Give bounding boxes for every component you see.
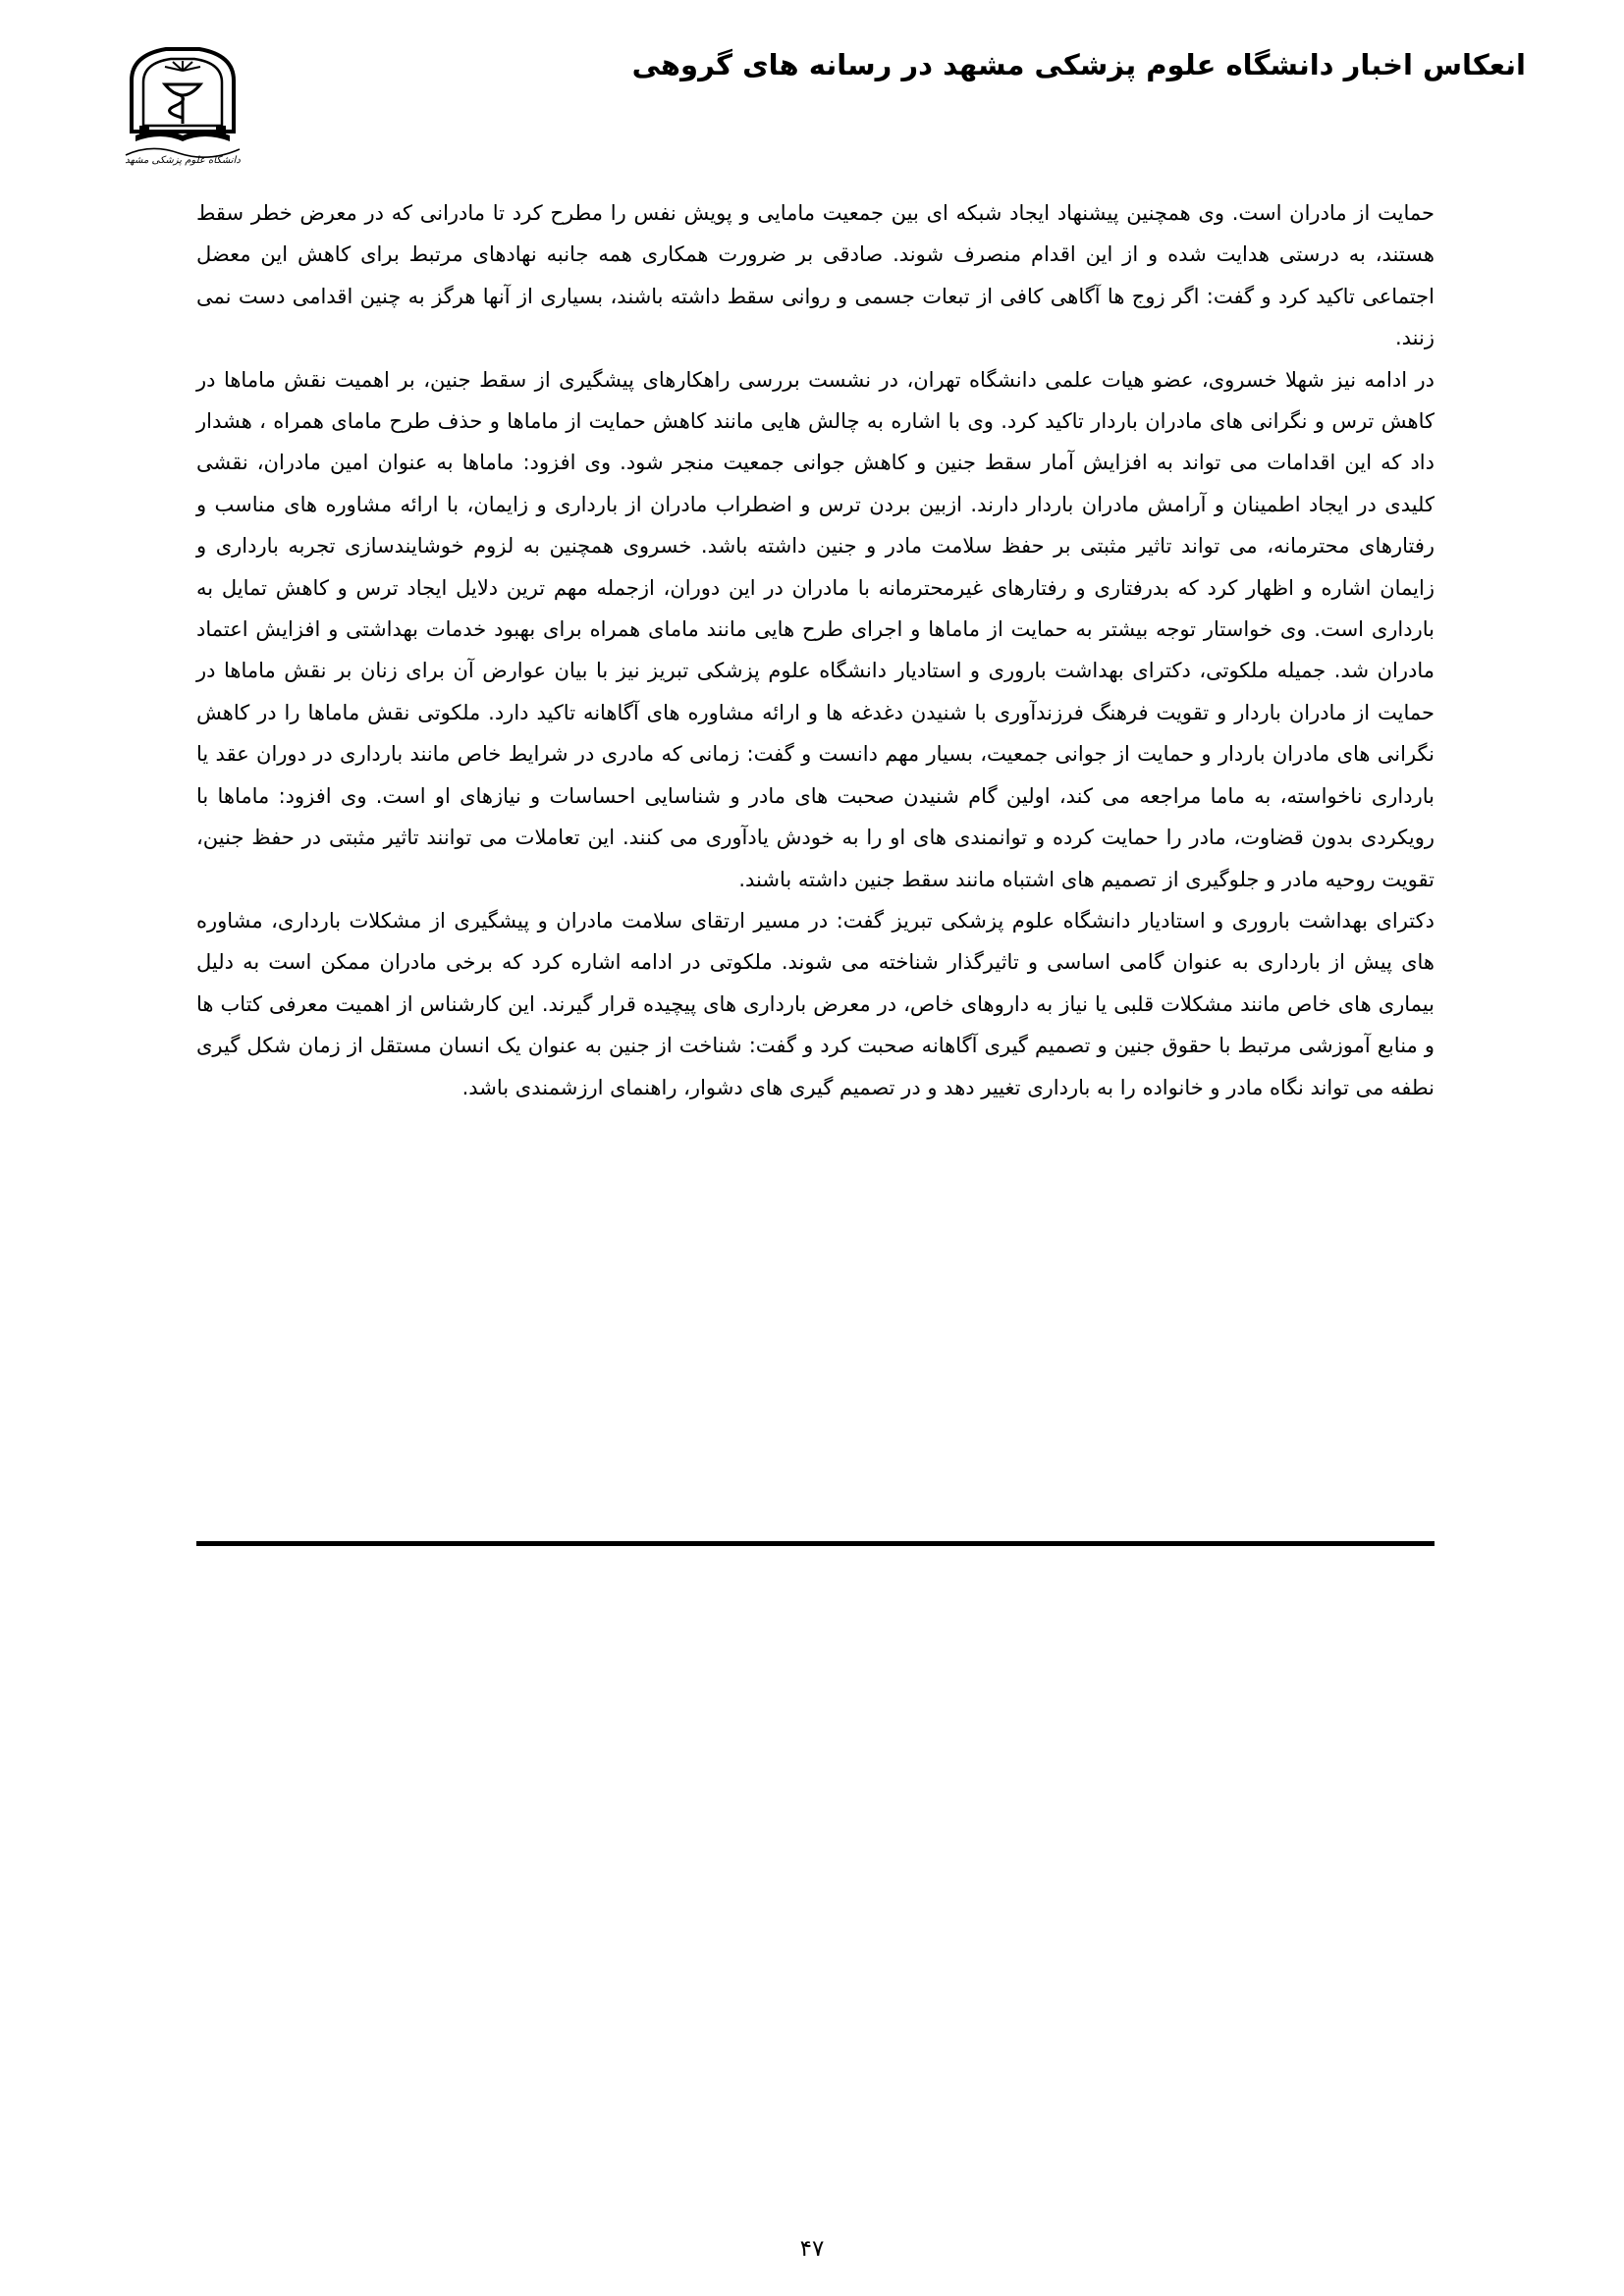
university-logo-icon: [122, 41, 244, 169]
logo-caption: دانشگاه علوم پزشکی مشهد: [125, 155, 241, 166]
paragraph-3: دکترای بهداشت باروری و استادیار دانشگاه علوم پزشکی تبریز گفت: در مسیر ارتقای سلامت مادران و پیشگیری از مشکلات بارداری، مشاوره های پیش از بارداری به عنوان گامی اساسی و تاثیرگذار شناخته می شوند. ملکوتی در ادامه اشاره کرد که برخی مادران ممکن است به دلیل بیماری های خاص مانند مشکلات قلبی یا نیاز به داروهای خاص، در معرض بارداری های پیچیده قرار گیرند. این کارشناس از اهمیت معرفی کتاب ها و منابع آموزشی مرتبط با حقوق جنین و تصمیم گیری آگاهانه صحبت کرد و گفت: شناخت از جنین به عنوان یک انسان مستقل از زمان شکل گیری نطفه می تواند نگاه مادر و خانواده را به بارداری تغییر دهد و در تصمیم گیری های دشوار، راهنمای ارزشمندی باشد.: [196, 908, 1435, 1099]
university-logo: [122, 41, 244, 169]
paragraph-2: در ادامه نیز شهلا خسروی، عضو هیات علمی دانشگاه تهران، در نشست بررسی راهکارهای پیشگیری از سقط جنین، بر اهمیت نقش ماماها در کاهش ترس و نگرانی های مادران باردار تاکید کرد. وی با اشاره به چالش هایی مانند کاهش حمایت از ماماها و حذف طرح مامای همراه ، هشدار داد که این اقدامات می تواند به افزایش آمار سقط جنین و کاهش جوانی جمعیت منجر شود. وی افزود: ماماها به عنوان امین مادران، نقشی کلیدی در ایجاد اطمینان و آرامش مادران باردار دارند. ازبین بردن ترس و اضطراب مادران از بارداری و زایمان، با ارائه مشاوره های مناسب و رفتارهای محترمانه، می تواند تاثیر مثبتی بر حفظ سلامت مادر و جنین داشته باشد. خسروی همچنین به لزوم خوشایندسازی تجربه بارداری و زایمان اشاره و اظهار کرد که بدرفتاری و رفتارهای غیرمحترمانه با مادران در این دوران، ازجمله مهم ترین دلایل ایجاد ترس و کاهش تمایل به بارداری است. وی خواستار توجه بیشتر به حمایت از ماماها و اجرای طرح هایی مانند مامای همراه برای بهبود خدمات بهداشتی و افزایش اعتماد مادران شد. جمیله ملکوتی، دکترای بهداشت باروری و استادیار دانشگاه علوم پزشکی تبریز نیز با بیان عوارض آن برای زنان بر نقش ماماها در حمایت از مادران باردار و تقویت فرهنگ فرزندآوری با شنیدن دغدغه ها و ارائه مشاوره های آگاهانه تاکید دارد. ملکوتی نقش ماماها را در کاهش نگرانی های مادران باردار و حمایت از جوانی جمعیت، بسیار مهم دانست و گفت: زمانی که مادری در شرایط خاص مانند بارداری در دوران عقد یا بارداری ناخواسته، به ماما مراجعه می کند، اولین گام شنیدن صحبت های مادر و شناسایی احساسات و نیازهای او است. وی افزود: ماماها با رویکردی بدون قضاوت، مادر را حمایت کرده و توانمندی های او را به خودش یادآوری می کنند. این تعاملات می توانند تاثیر مثبتی در حفظ جنین، تقویت روحیه مادر و جلوگیری از تصمیم های اشتباه مانند سقط جنین داشته باشند.: [196, 367, 1435, 891]
page-title: انعکاس اخبار دانشگاه علوم پزشکی مشهد در رسانه های گروهی: [631, 48, 1526, 81]
horizontal-rule: [196, 1541, 1435, 1546]
paragraph-1: حمایت از مادران است. وی همچنین پیشنهاد ایجاد شبکه ای بین جمعیت مامایی و پویش نفس را مطرح کرد تا مادرانی که در معرض خطر سقط هستند، به درستی هدایت شده و از این اقدام منصرف شوند. صادقی بر ضرورت همکاری همه جانبه نهادهای مرتبط برای کاهش این معضل اجتماعی تاکید کرد و گفت: اگر زوج ها آگاهی کافی از تبعات جسمی و روانی سقط داشته باشند، بسیاری از آنها هرگز به چنین اقدامی دست نمی زنند.: [196, 201, 1435, 350]
page-number: ۴۷: [799, 2236, 825, 2262]
article-body: [196, 192, 1435, 1108]
